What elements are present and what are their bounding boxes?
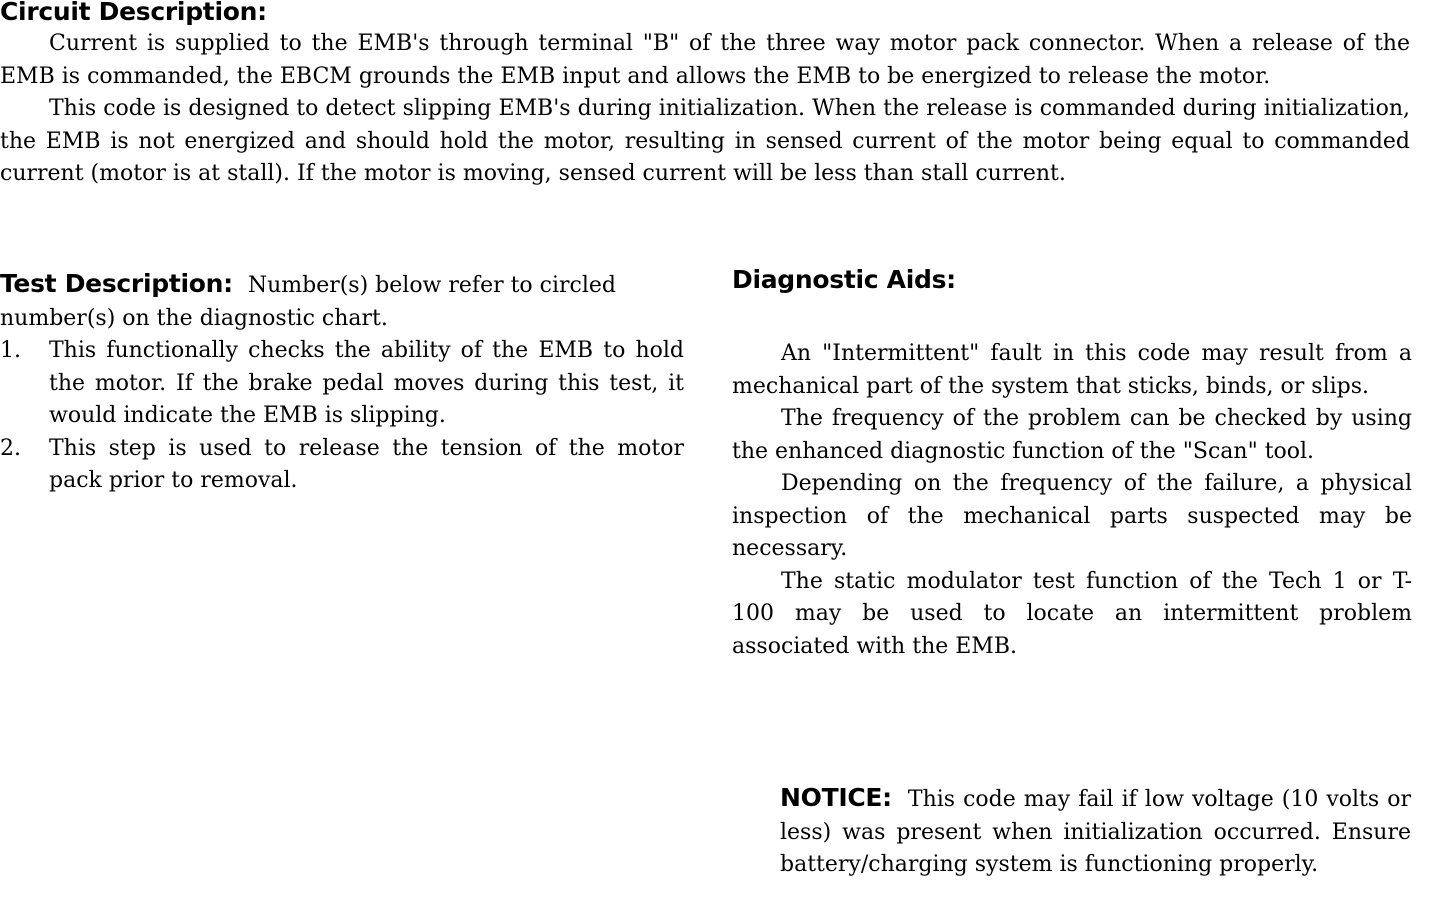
- circuit-description-paragraph: Current is supplied to the EMB's through terminal "B" of the three way motor pack connector. When a release of the EMB is commanded, the EBCM grounds the EMB input and allows the EMB to be energized to release the motor.: [0, 31, 1410, 89]
- circuit-description-paragraph: This code is designed to detect slipping EMB's during initialization. When the release is commanded during initialization, the EMB is not energized and should hold the motor, resulting in sensed current of the motor being equal to commanded current (motor is at stall). If the motor is moving, sensed current will be less than stall current.: [0, 96, 1410, 186]
- test-step: [0, 335, 684, 433]
- diagnostic-aids-paragraph: Depending on the frequency of the failure, a physical inspection of the mechanical parts suspected may be necessary.: [732, 471, 1412, 561]
- notice-label: NOTICE:: [780, 783, 892, 812]
- test-step-number: 1.: [0, 338, 21, 363]
- notice-box: [780, 782, 1411, 882]
- test-description-section: [0, 268, 684, 498]
- test-step-text: This functionally checks the ability of the EMB to hold the motor. If the brake pedal moves during this test, it would indicate the EMB is slipping.: [49, 338, 684, 428]
- diagnostic-aids-heading: Diagnostic Aids:: [732, 265, 956, 294]
- circuit-description-section: [0, 0, 1410, 191]
- notice-paragraph: [780, 782, 1411, 882]
- diagnostic-aids-paragraph: The static modulator test function of the Tech 1 or T-100 may be used to locate an intermittent problem associated with the EMB.: [732, 568, 1412, 659]
- test-step-number: 2.: [0, 435, 21, 461]
- diagnostic-aids-paragraph: An "Intermittent" fault in this code may result from a mechanical part of the system that sticks, binds, or slips.: [732, 341, 1412, 399]
- diagnostic-aids-paragraph: The frequency of the problem can be checked by using the enhanced diagnostic function of the "Scan" tool.: [732, 406, 1412, 464]
- test-description-heading: Test Description:: [0, 269, 233, 298]
- circuit-description-heading: Circuit Description:: [0, 0, 267, 26]
- test-step-text: This step is used to release the tension of the motor pack prior to removal.: [49, 435, 684, 493]
- test-description-intro: Number(s) below refer to circled number(s) on the diagnostic chart.: [0, 273, 617, 331]
- diagnostic-aids-section: [732, 262, 1412, 663]
- notice-text: This code may fail if low voltage (10 volts or less) was present when initialization occurred. Ensure battery/charging system is functioning properly.: [780, 787, 1411, 877]
- test-step: [0, 433, 684, 498]
- test-description-intro-block: [0, 268, 684, 335]
